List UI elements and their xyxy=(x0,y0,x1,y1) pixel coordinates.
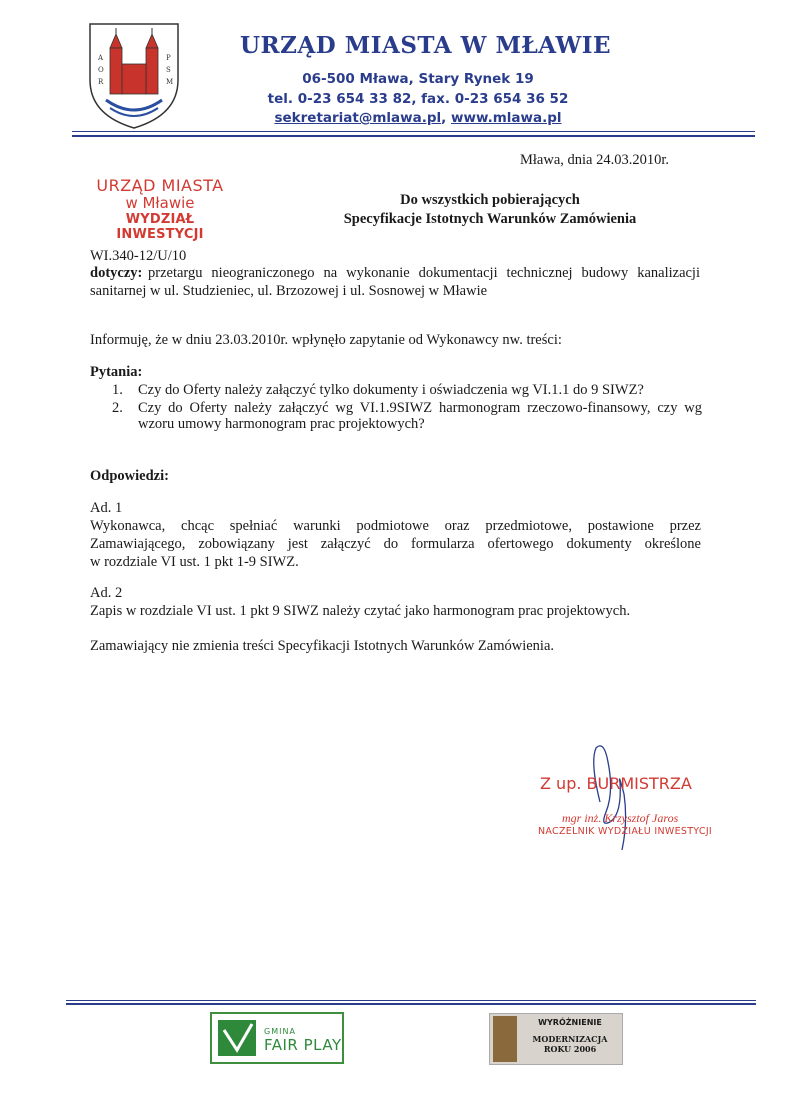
svg-text:S: S xyxy=(166,66,171,74)
contact-separator: , xyxy=(441,110,452,126)
footer-divider xyxy=(66,1000,756,1001)
svg-text:P: P xyxy=(166,54,171,62)
svg-text:O: O xyxy=(98,66,104,74)
subject-text-line-2: sanitarnej w ul. Studzieniec, ul. Brzozowej i ul. Sosnowej w Mławie xyxy=(90,283,488,299)
office-contacts xyxy=(208,110,628,126)
header-divider-thick xyxy=(72,135,755,137)
questions-heading: Pytania: xyxy=(90,364,143,380)
stamp-line-1: URZĄD MIASTA xyxy=(96,176,224,195)
department-stamp xyxy=(80,176,240,242)
office-address: 06-500 Mława, Stary Rynek 19 xyxy=(302,71,534,87)
check-mark-icon xyxy=(218,1020,256,1056)
answer-1-label: Ad. 1 xyxy=(90,500,123,516)
stamp-line-3: WYDZIAŁ INWESTYCJI xyxy=(116,212,204,242)
answer-2-label: Ad. 2 xyxy=(90,585,123,601)
header-divider xyxy=(72,131,755,132)
award-title: WYRÓŻNIENIE xyxy=(538,1018,602,1027)
signatory-name: mgr inż. Krzysztof Jaros xyxy=(562,811,679,825)
office-title: URZĄD MIASTA W MŁAWIE xyxy=(240,32,612,59)
svg-text:M: M xyxy=(166,78,174,86)
recipient-block xyxy=(300,191,680,229)
answer-1-text xyxy=(90,517,701,571)
answer-1-line-1: Wykonawca, chcąc spełniać warunki podmiotowe oraz przedmiotowe, postawione przez xyxy=(90,518,701,534)
subject-text-line-1: przetargu nieograniczonego na wykonanie dokumentacji technicznej budowy kanalizacji xyxy=(148,265,700,281)
fair-play-logo xyxy=(210,1012,344,1064)
answer-2-text: Zapis w rozdziale VI ust. 1 pkt 9 SIWZ należy czytać jako harmonogram prac projektowych. xyxy=(90,603,631,619)
city-crest-icon xyxy=(86,20,182,130)
question-text: Czy do Oferty należy załączyć wg VI.1.9SIWZ harmonogram rzeczowo-finansowy, czy wg xyxy=(138,400,702,416)
footer-divider-thick xyxy=(66,1003,756,1005)
question-text: wzoru umowy harmonogram prac projektowych? xyxy=(138,416,425,432)
answers-heading: Odpowiedzi: xyxy=(90,468,169,484)
reference-number: WI.340-12/U/10 xyxy=(90,248,187,264)
letter-date: Mława, dnia 24.03.2010r. xyxy=(520,152,670,168)
svg-text:R: R xyxy=(98,78,104,86)
recipient-line-1: Do wszystkich pobierających xyxy=(400,192,580,208)
fair-play-small-text: GMINA xyxy=(264,1027,296,1036)
award-name: MODERNIZACJA ROKU 2006 xyxy=(532,1034,608,1054)
signatory-title: NACZELNIK WYDZIAŁU INWESTYCJI xyxy=(538,826,713,837)
answer-1-line-2: Zamawiającego, zobowiązany jest załączyć do formularza ofertowego dokumenty określone xyxy=(90,536,701,552)
modernization-award-logo xyxy=(489,1013,623,1065)
info-paragraph: Informuję, że w dniu 23.03.2010r. wpłynęło zapytanie od Wykonawcy nw. treści: xyxy=(90,332,562,348)
subject-label: dotyczy: xyxy=(90,265,143,281)
fair-play-text: FAIR PLAY xyxy=(264,1036,342,1054)
question-number: 2. xyxy=(112,400,123,416)
statue-icon xyxy=(493,1016,517,1062)
recipient-line-2: Specyfikacje Istotnych Warunków Zamówienia xyxy=(343,211,637,227)
office-phone: tel. 0-23 654 33 82, fax. 0-23 654 36 52 xyxy=(267,91,569,107)
question-text: Czy do Oferty należy załączyć tylko dokumenty i oświadczenia wg VI.1.1 do 9 SIWZ? xyxy=(138,382,644,398)
stamp-line-2: w Mławie xyxy=(125,194,195,212)
website-link[interactable]: www.mlawa.pl xyxy=(451,110,562,126)
signature-authority: Z up. BURMISTRZA xyxy=(540,774,692,793)
answer-1-line-3: w rozdziale VI ust. 1 pkt 1-9 SIWZ. xyxy=(90,554,299,570)
svg-text:A: A xyxy=(98,54,104,62)
closing-statement: Zamawiający nie zmienia treści Specyfikacji Istotnych Warunków Zamówienia. xyxy=(90,638,555,654)
email-link[interactable]: sekretariat@mlawa.pl xyxy=(274,110,442,126)
question-number: 1. xyxy=(112,382,123,398)
